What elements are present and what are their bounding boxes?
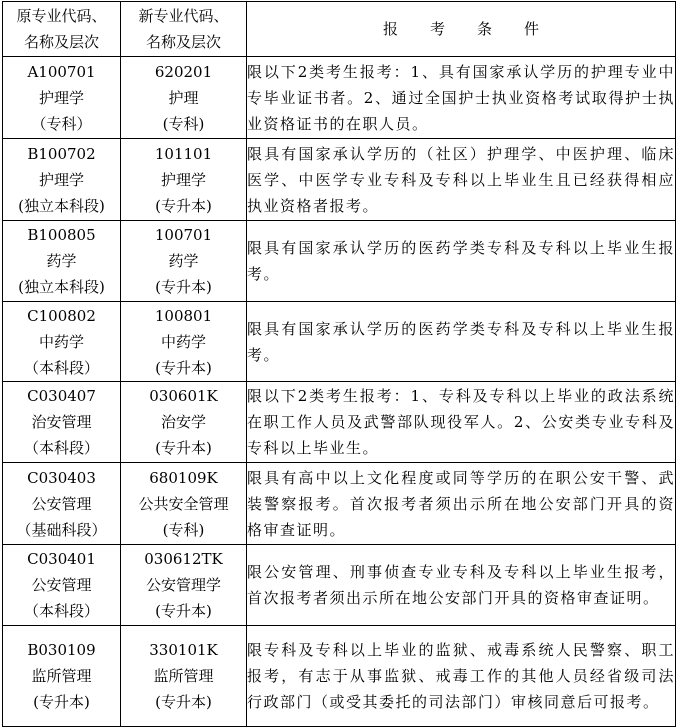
new-major-code: 030601K bbox=[149, 387, 218, 405]
old-major-level: （本科段） bbox=[23, 358, 99, 377]
condition-cell: 限以下2类考生报考：1、专科及专科以上毕业的政法系统在职工作人员及武警部队现役军人。2、公安类专业专科及专科以上毕业生。 bbox=[247, 382, 676, 463]
old-major-cell bbox=[3, 302, 121, 382]
table-row bbox=[3, 57, 676, 139]
new-major-level: (专升本) bbox=[155, 439, 212, 457]
new-major-code: 101101 bbox=[154, 144, 213, 163]
new-major-code: 100701 bbox=[154, 226, 213, 244]
new-major-level: (专升本) bbox=[155, 196, 212, 215]
old-major-code: B030109 bbox=[27, 641, 96, 659]
new-major-level: (专升本) bbox=[155, 693, 212, 711]
new-major-cell bbox=[121, 139, 247, 221]
new-major-cell bbox=[121, 545, 247, 626]
new-major-name: 中药学 bbox=[160, 332, 206, 351]
new-major-name: 治安学 bbox=[160, 413, 206, 431]
new-major-name: 公安管理学 bbox=[145, 576, 221, 594]
new-major-cell bbox=[121, 463, 247, 545]
old-major-name: 中药学 bbox=[38, 332, 84, 351]
condition-cell: 限具有国家承认学历的医药学类专科及专科以上毕业生报考。 bbox=[247, 302, 676, 382]
condition-cell: 限公安管理、刑事侦查专业专科及专科以上毕业生报考，首次报考者须出示所在地公安部门开具的资格审查证明。 bbox=[247, 545, 676, 626]
old-major-cell bbox=[3, 626, 121, 727]
new-major-level: (专科) bbox=[162, 114, 205, 133]
table-row bbox=[3, 545, 676, 626]
old-major-cell bbox=[3, 545, 121, 626]
old-major-level: (专升本) bbox=[33, 693, 90, 711]
new-major-name: 药学 bbox=[168, 252, 199, 270]
table-row bbox=[3, 463, 676, 545]
old-major-level: （专科） bbox=[31, 114, 92, 133]
requirements-table bbox=[2, 1, 676, 727]
old-major-name: 护理学 bbox=[38, 170, 84, 189]
old-major-name: 公安管理 bbox=[31, 494, 92, 513]
old-major-level: （本科段） bbox=[23, 602, 99, 620]
old-major-name: 监所管理 bbox=[31, 667, 92, 685]
condition-cell: 限专科及专科以上毕业的监狱、戒毒系统人民警察、职工报考，有志于从事监狱、戒毒工作的其他人员经省级司法行政部门（或受其委托的司法部门）审核同意后可报考。 bbox=[247, 626, 676, 727]
new-major-cell bbox=[121, 57, 247, 139]
new-major-cell bbox=[121, 221, 247, 302]
new-major-level: (专升本) bbox=[155, 278, 212, 296]
old-major-level: （本科段） bbox=[23, 439, 99, 457]
new-major-code: 620201 bbox=[154, 62, 213, 81]
new-major-code: 330101K bbox=[149, 641, 218, 659]
new-major-level: (专升本) bbox=[155, 602, 212, 620]
old-major-cell bbox=[3, 139, 121, 221]
condition-cell: 限以下2类考生报考：1、具有国家承认学历的护理专业中专毕业证书者。2、通过全国护士执业资格考试取得护士执业资格证书的在职人员。 bbox=[247, 57, 676, 139]
new-major-code: 100801 bbox=[154, 306, 213, 325]
header-old-major bbox=[3, 2, 121, 57]
old-major-level: (独立本科段) bbox=[18, 196, 105, 215]
old-major-name: 治安管理 bbox=[31, 413, 92, 431]
new-major-cell bbox=[121, 302, 247, 382]
header-old-line-2: 名称及层次 bbox=[23, 33, 99, 51]
old-major-cell bbox=[3, 57, 121, 139]
header-new-line-1: 新专业代码、 bbox=[138, 7, 229, 25]
old-major-cell bbox=[3, 382, 121, 463]
table-row bbox=[3, 302, 676, 382]
table-row bbox=[3, 221, 676, 302]
header-new-major bbox=[121, 2, 247, 57]
new-major-cell bbox=[121, 626, 247, 727]
new-major-name: 监所管理 bbox=[153, 667, 214, 685]
old-major-level: （基础科段） bbox=[16, 520, 107, 539]
old-major-code: C100802 bbox=[27, 306, 96, 325]
new-major-code: 030612TK bbox=[144, 550, 223, 568]
old-major-cell bbox=[3, 221, 121, 302]
old-major-code: C030407 bbox=[27, 387, 96, 405]
condition-cell: 限具有国家承认学历的医药学类专科及专科以上毕业生报考。 bbox=[247, 221, 676, 302]
new-major-level: (专升本) bbox=[155, 358, 212, 377]
table-row bbox=[3, 382, 676, 463]
header-requirements: 报考条件 bbox=[247, 2, 676, 57]
new-major-level: (专科) bbox=[162, 520, 205, 539]
old-major-name: 药学 bbox=[46, 252, 77, 270]
header-old-line-1: 原专业代码、 bbox=[16, 7, 107, 25]
old-major-code: B100805 bbox=[27, 226, 96, 244]
old-major-code: C030401 bbox=[27, 550, 96, 568]
old-major-code: A100701 bbox=[27, 62, 96, 81]
table-row bbox=[3, 139, 676, 221]
new-major-name: 护理 bbox=[168, 88, 199, 107]
old-major-level: (独立本科段) bbox=[18, 278, 105, 296]
old-major-code: C030403 bbox=[27, 468, 96, 487]
new-major-cell bbox=[121, 382, 247, 463]
new-major-name: 公共安全管理 bbox=[138, 494, 229, 513]
new-major-code: 680109K bbox=[149, 468, 218, 487]
new-major-name: 护理学 bbox=[160, 170, 206, 189]
header-new-line-2: 名称及层次 bbox=[145, 33, 221, 51]
condition-cell: 限具有国家承认学历的（社区）护理学、中医护理、临床医学、中医学专业专科及专科以上毕业生且已经获得相应执业资格者报考。 bbox=[247, 139, 676, 221]
old-major-name: 护理学 bbox=[38, 88, 84, 107]
table-row bbox=[3, 626, 676, 727]
table-header-row bbox=[3, 2, 676, 57]
old-major-name: 公安管理 bbox=[31, 576, 92, 594]
old-major-cell bbox=[3, 463, 121, 545]
condition-cell: 限具有高中以上文化程度或同等学历的在职公安干警、武装警察报考。首次报考者须出示所在地公安部门开具的资格审查证明。 bbox=[247, 463, 676, 545]
old-major-code: B100702 bbox=[27, 144, 96, 163]
